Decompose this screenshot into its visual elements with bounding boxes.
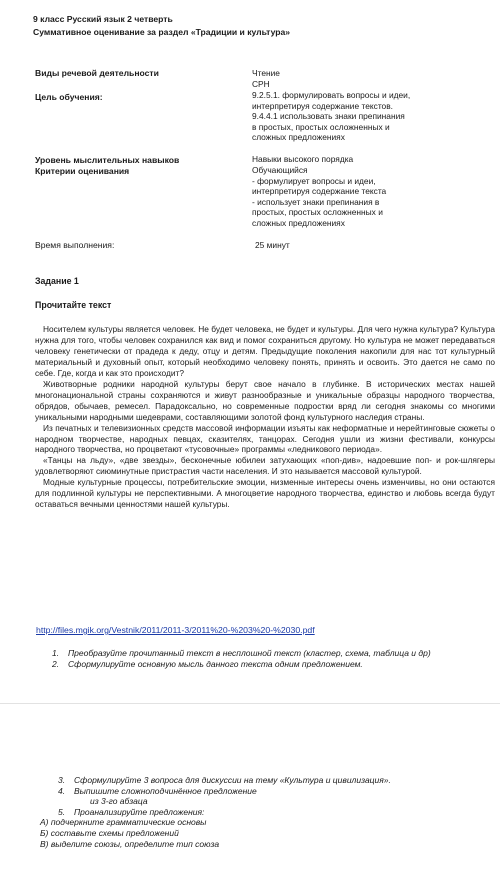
subtask-item: В) выделите союзы, определите тип союза [40,838,220,849]
text-paragraph: Модные культурные процессы, потребительские эмоции, низменные интересы очень изменчивы, но они остаются для подлинной культуры не перспективными. А многоцветие народного творчества, единство и любовь всегда будут оставаться вечными ценностями нашей культуры. [35,477,495,510]
speech-activity-label: Виды речевой деятельности [35,68,159,78]
source-link[interactable]: http://files.mgik.org/Vestnik/2011/2011-3/2011%20-%203%20-%2030.pdf [36,625,315,635]
criteria-line: - формулирует вопросы и идеи, [252,175,376,186]
question-text: из 3-го абзаца [90,796,148,807]
text-paragraph: Из печатных и телевизионных средств массовой информации изъяты как неформатные и нерейтинговые сюжеты о народном творчестве, народных певцах, сказителях, танцорах. Сегодня ушли из жизни фестивали, конкурсы народного творчества, но процветают «тусовочные» программы «ледникового периода». [35,422,495,455]
question-item [52,648,492,659]
learning-goal-line: интерпретируя содержание текстов. [252,100,393,111]
question-text: Проанализируйте предложения: [74,806,205,817]
learning-goal-line: 9.4.4.1 использовать знаки препинания [252,111,405,122]
subtask-item: А) подчеркните грамматические основы [40,817,207,828]
criteria-line: Обучающийся [252,165,308,175]
task-instruction: Прочитайте текст [35,300,112,310]
time-label: Время выполнения: [35,240,115,250]
questions-list-a [52,648,492,669]
question-number: 4. [58,785,66,796]
questions-list-b [40,775,498,849]
speech-activity-value: СРН [252,78,270,89]
learning-goal-values [252,90,482,143]
criteria-line: интерпретируя содержание текста [252,186,387,197]
text-paragraph: «Танцы на льду», «две звезды», бесконечные юбилеи затухающих «поп-див», надоевшие поп- и рок-шлягеры удовлетворяют сиюминутные пристрастия части населения. И это называется массовой культурой. [35,455,495,477]
task-title: Задание 1 [35,276,79,286]
question-text: Сформулируйте основную мысль данного текста одним предложением. [68,658,363,669]
criteria-line: сложных предложениях [252,217,345,228]
question-item [58,807,498,818]
question-item [52,659,492,670]
doc-header-grade: 9 класс Русский язык 2 четверть [33,14,173,24]
question-number: 5. [58,806,66,817]
reading-text [35,324,495,510]
subtask-item: Б) составьте схемы предложений [40,827,179,838]
question-text: Выпишите сложноподчинённое предложение [74,785,257,796]
text-paragraph: Животворные родники народной культуры берут свое начало в глубинке. В исторических местах нашей многонациональной страны сохраняются и живут разнообразные и уникальные образцы народного творчества, обрядов, обычаев, ремесел. Парадоксально, но современные подростки вряд ли сегодня знакомы со многими уникальными народными шедеврами, составляющими золотой фонд культурного наследия страны. [35,378,495,422]
thinking-level-label: Уровень мыслительных навыков [35,155,180,165]
criteria-values [252,165,482,229]
page-break [0,703,500,764]
speech-activity-values [252,68,482,89]
learning-goal-label: Цель обучения: [35,92,103,102]
time-value: 25 минут [255,240,290,250]
thinking-level-value: Навыки высокого порядка [252,154,354,164]
question-text: Преобразуйте прочитанный текст в несплошной текст (кластер, схема, таблица и др) [68,648,431,658]
question-text: Сформулируйте 3 вопроса для дискуссии на тему «Культура и цивилизация». [74,775,391,785]
criteria-line: - использует знаки препинания в [252,196,380,207]
doc-header-title: Суммативное оценивание за раздел «Традиции и культура» [33,27,291,37]
criteria-line: простых, простых осложненных и [252,207,383,218]
criteria-label: Критерии оценивания [35,166,130,176]
learning-goal-line: в простых, простых осложненных и [252,121,390,132]
text-paragraph: Носителем культуры является человек. Не будет человека, не будет и культуры. Для чего нужна культура? Культура нужна для того, чтобы человек сохранился как вид и помог сохраниться другому. Но культура не может передаваться человеку генетически от прадеда к деду, отцу и детям. Предыдущие поколения накопили для нас тот культурный материальный и духовный опыт, который необходимо человеку понять, принять и освоить. Это дается не само по себе. Где, когда и как это происходит? [35,324,495,378]
question-number: 3. [58,775,66,785]
question-item [58,786,498,797]
learning-goal-line: сложных предложениях [252,132,345,143]
question-number: 1. [52,648,60,658]
question-item [58,775,498,786]
learning-goal-line: 9.2.5.1. формулировать вопросы и идеи, [252,90,411,100]
question-number [58,796,74,807]
question-item [58,796,498,807]
question-number: 2. [52,658,60,669]
speech-activity-value: Чтение [252,68,280,78]
